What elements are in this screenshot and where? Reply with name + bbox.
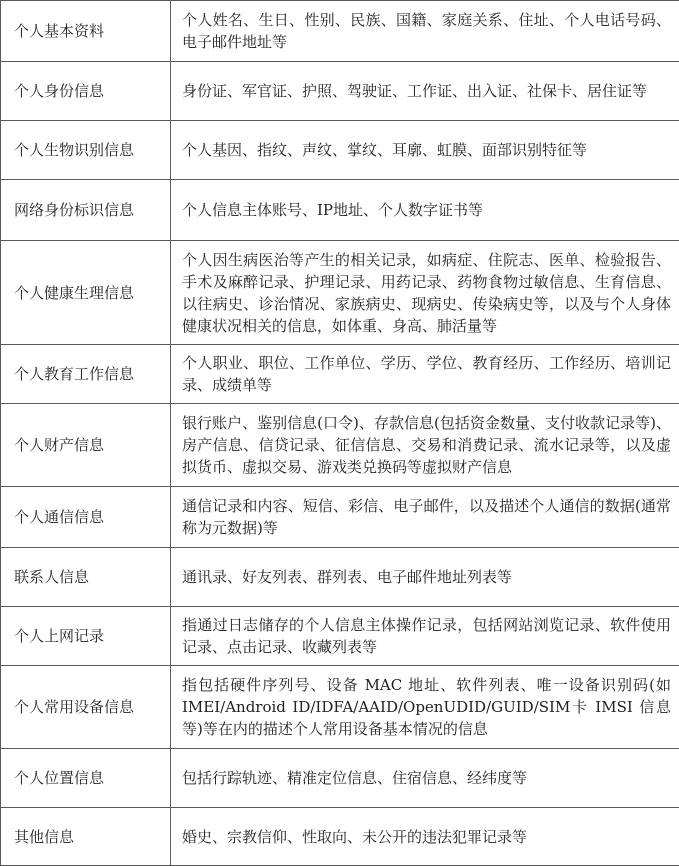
category-cell: 个人生物识别信息 [1,121,171,180]
table-row [1,345,679,404]
table-row [1,749,679,808]
table-row [1,62,679,121]
table-row [1,607,679,666]
table-row [1,241,679,345]
content-cell: 银行账户、鉴别信息(口令)、存款信息(包括资金数量、支付收款记录等)、房产信息、信贷记录、征信信息、交易和消费记录、流水记录等，以及虚拟货币、虚拟交易、游戏类兑换码等虚拟财产信息 [171,404,679,487]
table-row [1,487,679,548]
table-row [1,404,679,487]
content-cell: 指包括硬件序列号、设备 MAC 地址、软件列表、唯一设备识别码(如IMEI/Android ID/IDFA/AAID/OpenUDID/GUID/SIM卡 IMSI 信息等)等在内的描述个人常用设备基本情况的信息 [171,666,679,749]
category-cell: 个人位置信息 [1,749,171,808]
category-cell: 联系人信息 [1,548,171,607]
category-cell: 个人上网记录 [1,607,171,666]
content-cell: 个人职业、职位、工作单位、学历、学位、教育经历、工作经历、培训记录、成绩单等 [171,345,679,404]
content-cell: 个人信息主体账号、IP地址、个人数字证书等 [171,180,679,241]
content-cell: 通信记录和内容、短信、彩信、电子邮件，以及描述个人通信的数据(通常称为元数据)等 [171,487,679,548]
category-cell: 网络身份标识信息 [1,180,171,241]
category-cell: 个人健康生理信息 [1,241,171,345]
category-cell: 个人身份信息 [1,62,171,121]
table-row [1,666,679,749]
table-row [1,808,679,866]
content-cell: 个人因生病医治等产生的相关记录，如病症、住院志、医单、检验报告、手术及麻醉记录、护理记录、用药记录、药物食物过敏信息、生育信息、以往病史、诊治情况、家族病史、现病史、传染病史等，以及与个人身体健康状况相关的信息，如体重、身高、肺活量等 [171,241,679,345]
content-cell: 个人基因、指纹、声纹、掌纹、耳廓、虹膜、面部识别特征等 [171,121,679,180]
content-cell: 个人姓名、生日、性别、民族、国籍、家庭关系、住址、个人电话号码、电子邮件地址等 [171,1,679,62]
content-cell: 包括行踪轨迹、精准定位信息、住宿信息、经纬度等 [171,749,679,808]
category-cell: 个人基本资料 [1,1,171,62]
table-row [1,180,679,241]
table-row [1,121,679,180]
table-row [1,1,679,62]
content-cell: 身份证、军官证、护照、驾驶证、工作证、出入证、社保卡、居住证等 [171,62,679,121]
category-cell: 个人通信信息 [1,487,171,548]
category-cell: 个人财产信息 [1,404,171,487]
category-cell: 个人教育工作信息 [1,345,171,404]
content-cell: 指通过日志储存的个人信息主体操作记录，包括网站浏览记录、软件使用记录、点击记录、收藏列表等 [171,607,679,666]
content-cell: 通讯录、好友列表、群列表、电子邮件地址列表等 [171,548,679,607]
category-cell: 个人常用设备信息 [1,666,171,749]
table-row [1,548,679,607]
content-cell: 婚史、宗教信仰、性取向、未公开的违法犯罪记录等 [171,808,679,866]
category-cell: 其他信息 [1,808,171,866]
